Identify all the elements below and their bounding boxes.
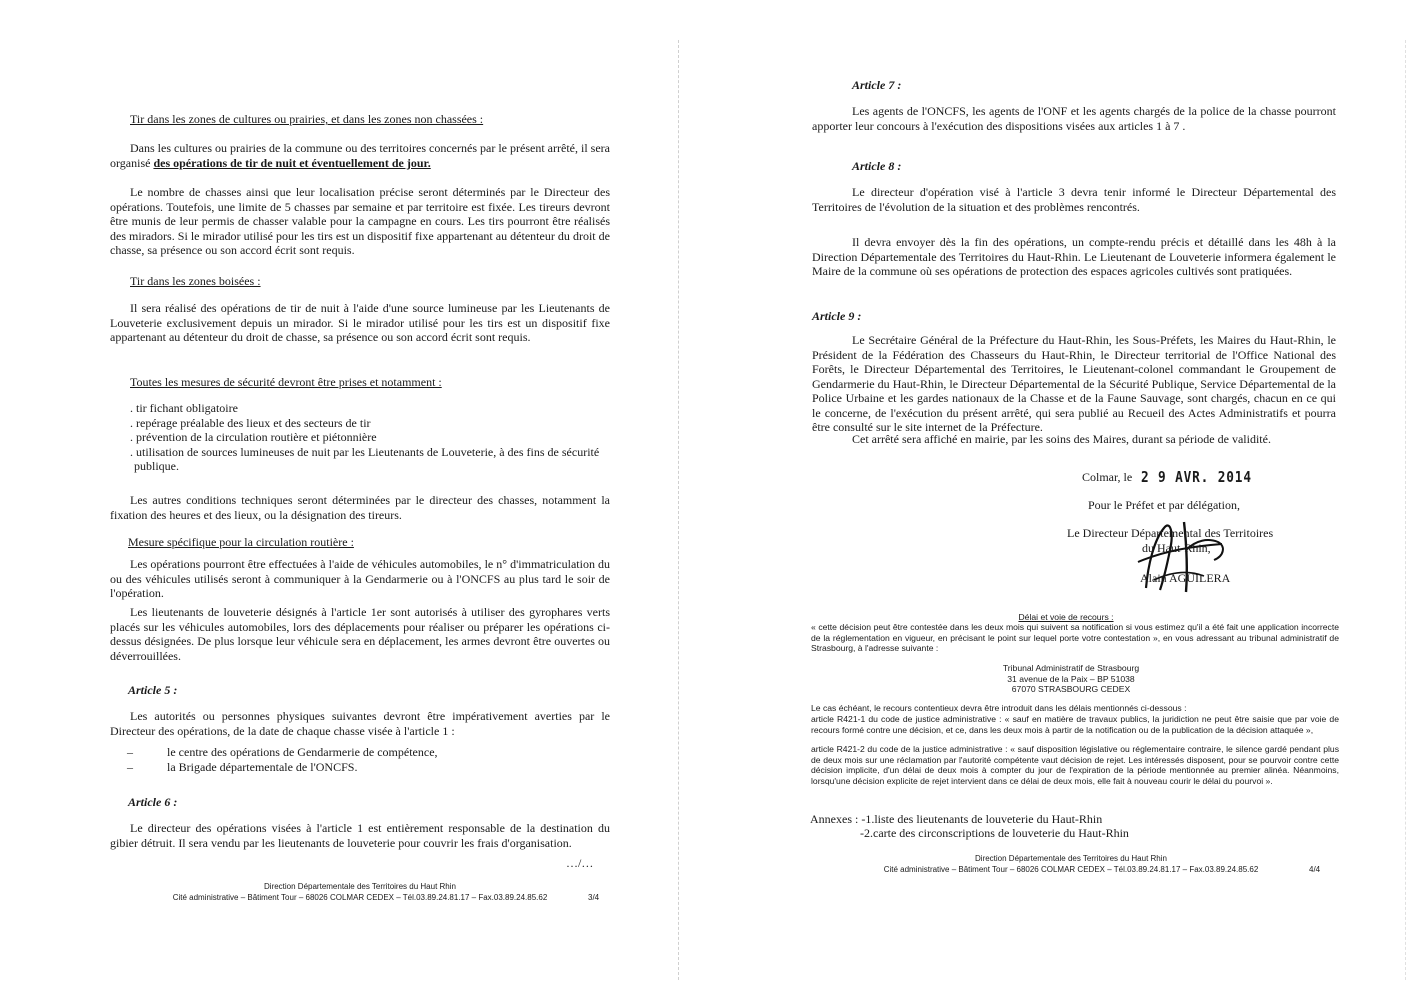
paragraph: Les lieutenants de louveterie désignés à l'article 1er sont autorisés à utiliser des gyrophares verts placés sur les véhicules automobiles, lors des déplacements pour réaliser ou préparer les opérations ci-dessus désignées. De plus lorsque leur véhicule sera en déplacement, les armes devront être ouvertes ou déverrouillées. xyxy=(110,605,610,663)
annex-item: Annexes : -1.liste des lieutenants de louveterie du Haut-Rhin xyxy=(810,812,1103,826)
signatory-title: Le Directeur Départemental des Territoires xyxy=(1067,526,1274,540)
page-footer xyxy=(851,853,1291,875)
footer-organization: Direction Départementale des Territoires du Haut Rhin xyxy=(975,854,1167,863)
article-7-heading: Article 7 : xyxy=(852,78,902,92)
article-9-heading: Article 9 : xyxy=(812,309,862,323)
appeal-paragraph: article R421-2 du code de la justice administrative : « sauf disposition législative ou réglementaire contraire, le silence gardé pendant plus de deux mois sur une réclamation par l'autorité compétente vaut décision de rejet. Les intéressés disposent, pour se pourvoir contre cette décision implicite, d'un délai de deux mois à compter du jour de l'expiration de la période mentionnée au premier alinéa. Néanmoins, lorsqu'une décision explicite de rejet intervient dans ce délai de deux mois, elle fait à nouveau courir le délai du pourvoi ». xyxy=(811,744,1339,786)
dash-bullet: – xyxy=(127,759,133,774)
footer-address: Cité administrative – Bâtiment Tour – 68026 COLMAR CEDEX – Tél.03.89.24.81.17 – Fax.03.89.24.85.62 xyxy=(883,865,1259,874)
page-number: 3/4 xyxy=(588,893,600,902)
date-stamp: 2 9 AVR. 2014 xyxy=(1141,468,1253,486)
bold-underlined-text: des opérations de tir de nuit et éventuellement de jour. xyxy=(153,155,431,170)
notification-list xyxy=(127,745,607,774)
list-item xyxy=(127,745,607,760)
tribunal-address xyxy=(711,663,1422,695)
section-heading-road-traffic: Mesure spécifique pour la circulation routière : xyxy=(128,535,354,549)
signatory-name: Alain AGUILERA xyxy=(1140,571,1231,585)
footer-organization: Direction Départementale des Territoires du Haut Rhin xyxy=(264,882,456,891)
article-6-heading: Article 6 : xyxy=(128,795,178,809)
appeal-heading: Délai et voie de recours : xyxy=(1018,612,1114,622)
paragraph xyxy=(110,141,610,170)
page-number: 4/4 xyxy=(1309,865,1321,874)
paragraph: Le directeur d'opération visé à l'article 3 devra tenir informé le Directeur Départemental des Territoires de l'évolution de la situation et des problèmes rencontrés. xyxy=(812,185,1336,214)
list-item xyxy=(127,760,607,775)
paragraph: Les autres conditions techniques seront déterminées par le directeur des chasses, notamment la fixation des heures et des lieux, ou la désignation des tireurs. xyxy=(110,493,610,522)
appeal-paragraph: Le cas échéant, le recours contentieux devra être introduit dans les délais mentionnés ci-dessous : xyxy=(811,703,1187,713)
paragraph: Les agents de l'ONCFS, les agents de l'ONF et les agents chargés de la police de la chasse pourront apporter leur concours à l'exécution des dispositions visées aux articles 1 à 7 . xyxy=(812,104,1336,133)
delegation-line: Pour le Préfet et par délégation, xyxy=(1088,498,1240,512)
paragraph: Cet arrêté sera affiché en mairie, par les soins des Maires, durant sa période de validité. xyxy=(852,432,1271,446)
paragraph: Il sera réalisé des opérations de tir de nuit à l'aide d'une source lumineuse par les Lieutenants de Louveterie exclusivement depuis un mirador. Si le mirador utilisé pour les tirs est un dispositif fixe appartenant au détenteur du droit de chasse, sa présence ou son accord écrit sont requis. xyxy=(110,301,610,344)
list-item: . prévention de la circulation routière et piétonnière xyxy=(130,430,377,444)
list-item: . tir fichant obligatoire xyxy=(130,401,238,415)
paragraph: Les opérations pourront être effectuées à l'aide de véhicules automobiles, le n° d'immatriculation du ou des véhicules utilisés seront à communiquer à la Gendarmerie ou à l'ONCFS au plus tard le soir de l'opération. xyxy=(110,557,610,600)
paragraph: Le Secrétaire Général de la Préfecture du Haut-Rhin, les Sous-Préfets, les Maires du Haut-Rhin, le Président de la Fédération des Chasseurs du Haut-Rhin, le Directeur territorial de l'Office National des Forêts, le Directeur Départemental des Territoires, le Lieutenant-colonel commandant le Groupement de Gendarmerie du Haut-Rhin, le Directeur Départemental de la Sécurité Publique, Service Départemental de la Police Urbaine et les gardes nationaux de la Chasse et de la Faune Sauvage, sont chargés, chacun en ce qui le concerne, de l'exécution du présent arrêté, qui sera publié au Recueil des Actes Administratifs et pourra être consulté sur le site internet de la Préfecture. xyxy=(812,333,1336,434)
section-heading-crop-shooting: Tir dans les zones de cultures ou prairies, et dans les zones non chassées : xyxy=(130,112,484,126)
article-8-heading: Article 8 : xyxy=(852,159,902,173)
dash-bullet: – xyxy=(127,745,133,759)
list-item: . utilisation de sources lumineuses de nuit par les Lieutenants de Louveterie, à des fins de sécurité publique. xyxy=(130,444,600,473)
signature-place: Colmar, le xyxy=(1082,470,1133,484)
tribunal-city: 67070 STRASBOURG CEDEX xyxy=(1011,684,1131,695)
paragraph: Le nombre de chasses ainsi que leur localisation précise seront déterminés par le Directeur des opérations. Toutefois, une limite de 5 chasses par semaine et par territoire est fixée. Les tireurs devront être munis de leur permis de chasser valable pour la campagne en cours. Les tirs pourront être réalisés des miradors. Si le mirador utilisé pour les tirs est un dispositif fixe appartenant au détenteur du droit de chasse, sa présence ou son accord écrit sont requis. xyxy=(110,185,610,257)
list-item-text: la Brigade départementale de l'ONCFS. xyxy=(167,759,358,774)
paragraph: Les autorités ou personnes physiques suivantes devront être impérativement averties par le Directeur des opérations, de la date de chaque chasse visée à l'article 1 : xyxy=(110,709,610,738)
page-edge-line xyxy=(1405,40,1407,980)
document-page-4 xyxy=(711,0,1422,1000)
tribunal-street: 31 avenue de la Paix – BP 51038 xyxy=(1007,673,1135,684)
signatory-title-department: du Haut-Rhin, xyxy=(1142,541,1211,555)
signature-date-line xyxy=(1082,469,1382,485)
page-fold-line xyxy=(678,40,680,980)
appeal-paragraph: « cette décision peut être contestée dans les deux mois qui suivent sa notification si vous estimez qu'il a été fait une application incorrecte de la réglementation en vigueur, en précisant le point sur lequel porte votre contestation », en vous adressant au tribunal administratif de Strasbourg, à l'adresse suivante : xyxy=(811,622,1339,654)
section-heading-safety-measures: Toutes les mesures de sécurité devront être prises et notamment : xyxy=(130,375,442,389)
annex-item: -2.carte des circonscriptions de louveterie du Haut-Rhin xyxy=(860,826,1129,840)
tribunal-name: Tribunal Administratif de Strasbourg xyxy=(1002,663,1140,673)
paragraph: Le directeur des opérations visées à l'article 1 est entièrement responsable de la destination du gibier détruit. Il sera vendu par les lieutenants de louveterie pour couvrir les frais d'organisation. xyxy=(110,821,610,850)
footer-address: Cité administrative – Bâtiment Tour – 68026 COLMAR CEDEX – Tél.03.89.24.81.17 – Fax.03.89.24.85.62 xyxy=(172,893,548,902)
list-item-text: le centre des opérations de Gendarmerie de compétence, xyxy=(167,745,438,759)
page-footer xyxy=(150,881,570,903)
article-5-heading: Article 5 : xyxy=(128,683,178,697)
section-heading-wooded-areas: Tir dans les zones boisées : xyxy=(130,274,261,288)
paragraph-text: Dans les cultures ou prairies de la commune ou des territoires concernés par le présent arrêté, il sera organisé xyxy=(110,141,610,170)
appeal-paragraph: article R421-1 du code de justice administrative : « sauf en matière de travaux publics, la juridiction ne peut être saisie que par voie de recours formé contre une décision, et ce, dans les deux mois à partir de la notification ou de la publication de la décision attaquée », xyxy=(811,714,1339,735)
list-item: . repérage préalable des lieux et des secteurs de tir xyxy=(130,415,371,430)
paragraph: Il devra envoyer dès la fin des opérations, un compte-rendu précis et détaillé dans les 48h à la Direction Départementale des Territoires du Haut-Rhin. Le Lieutenant de Louveterie informera également le Maire de la commune où ses opérations de protection des espaces agricoles cultivés sont pratiquées. xyxy=(812,235,1336,278)
continued-marker: …/… xyxy=(566,856,594,870)
safety-measures-list xyxy=(130,401,610,474)
